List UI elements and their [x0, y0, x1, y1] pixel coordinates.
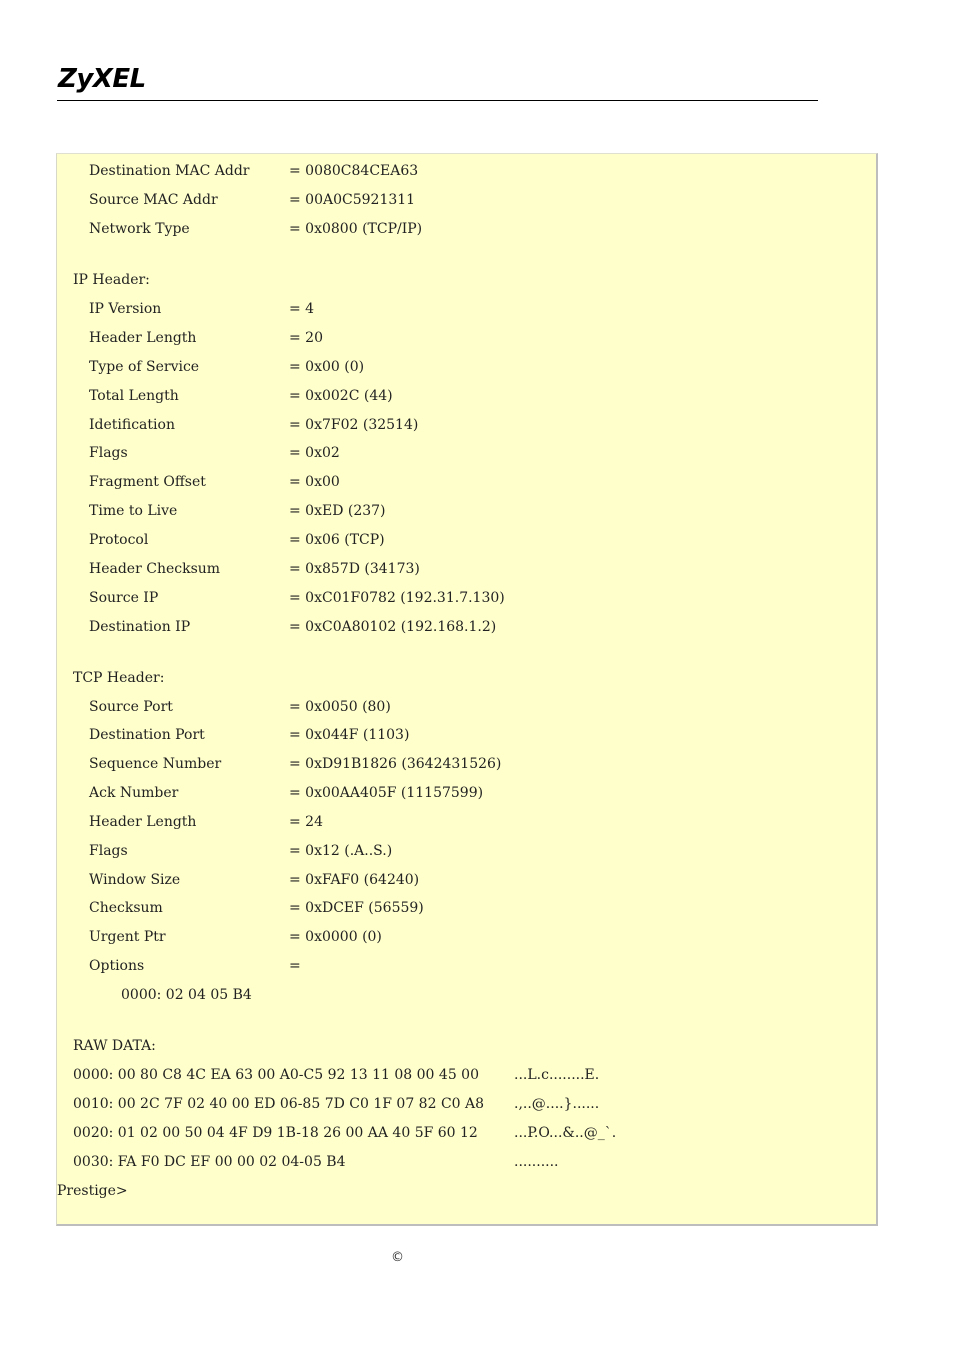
raw-hex: 0030: FA F0 DC EF 00 00 02 04-05 B4: [73, 1154, 346, 1170]
field-label: Header Length: [89, 814, 197, 830]
field-value: = 0xC01F0782 (192.31.7.130): [289, 590, 505, 606]
field-label: Sequence Number: [89, 756, 222, 772]
field-label: Checksum: [89, 900, 163, 916]
zyxel-logo: ZyXEL: [58, 64, 146, 94]
field-value: = 0x02: [289, 445, 340, 461]
section-title-raw-data: RAW DATA:: [73, 1038, 156, 1054]
field-label: Flags: [89, 843, 128, 859]
field-label: Time to Live: [89, 503, 178, 519]
copyright-symbol: ©: [391, 1250, 404, 1265]
field-label: IP Version: [89, 301, 162, 317]
raw-ascii: ...P.O...&..@_`.: [514, 1125, 617, 1141]
field-label: Options: [89, 958, 145, 974]
field-label: Source Port: [89, 699, 173, 715]
field-label: Protocol: [89, 532, 149, 548]
field-label: Source IP: [89, 590, 159, 606]
field-value: = 0x044F (1103): [289, 727, 410, 743]
field-label: Header Length: [89, 330, 197, 346]
raw-ascii: ...L.c........E.: [514, 1067, 600, 1083]
field-value: = 0x06 (TCP): [289, 532, 385, 548]
field-label: Window Size: [89, 872, 181, 888]
raw-ascii: ..........: [514, 1154, 559, 1170]
field-value: = 0xC0A80102 (192.168.1.2): [289, 619, 497, 635]
field-label: Destination MAC Addr: [89, 163, 250, 179]
field-value: = 0080C84CEA63: [289, 163, 419, 179]
field-label: Idetification: [89, 417, 175, 433]
field-value: = 0x0800 (TCP/IP): [289, 221, 423, 237]
field-label: Source MAC Addr: [89, 192, 218, 208]
field-value: = 0xDCEF (56559): [289, 900, 424, 916]
field-label: Network Type: [89, 221, 190, 237]
raw-hex: 0020: 01 02 00 50 04 4F D9 1B-18 26 00 AA 40 5F 60 12: [73, 1125, 478, 1141]
field-label: Destination Port: [89, 727, 205, 743]
field-value: = 0x12 (.A..S.): [289, 843, 393, 859]
field-value: = 0x00 (0): [289, 359, 365, 375]
field-value: = 00A0C5921311: [289, 192, 416, 208]
field-value: = 0xD91B1826 (3642431526): [289, 756, 502, 772]
field-value: = 20: [289, 330, 323, 346]
field-label: Total Length: [89, 388, 179, 404]
options-bytes: 0000: 02 04 05 B4: [121, 987, 252, 1003]
terminal-output-panel: [56, 153, 878, 1226]
field-value: = 0x00: [289, 474, 340, 490]
field-value: = 0x0050 (80): [289, 699, 391, 715]
field-value: = 0x7F02 (32514): [289, 417, 419, 433]
raw-hex: 0010: 00 2C 7F 02 40 00 ED 06-85 7D C0 1F 07 82 C0 A8: [73, 1096, 485, 1112]
header-divider: [57, 100, 818, 101]
field-value: = 24: [289, 814, 323, 830]
field-label: Urgent Ptr: [89, 929, 166, 945]
field-value: =: [289, 958, 301, 974]
field-label: Type of Service: [89, 359, 200, 375]
field-label: Ack Number: [89, 785, 179, 801]
field-label: Header Checksum: [89, 561, 221, 577]
raw-ascii: .,..@....}......: [514, 1096, 600, 1112]
field-label: Fragment Offset: [89, 474, 206, 490]
section-title-tcp-header: TCP Header:: [73, 670, 165, 686]
section-title-ip-header: IP Header:: [73, 272, 150, 288]
field-value: = 4: [289, 301, 315, 317]
raw-hex: 0000: 00 80 C8 4C EA 63 00 A0-C5 92 13 11 08 00 45 00: [73, 1067, 479, 1083]
field-value: = 0xFAF0 (64240): [289, 872, 420, 888]
field-value: = 0x00AA405F (11157599): [289, 785, 484, 801]
field-value: = 0x857D (34173): [289, 561, 420, 577]
field-value: = 0x002C (44): [289, 388, 393, 404]
field-label: Destination IP: [89, 619, 191, 635]
field-value: = 0x0000 (0): [289, 929, 382, 945]
field-value: = 0xED (237): [289, 503, 386, 519]
command-prompt: Prestige>: [57, 1183, 128, 1199]
field-label: Flags: [89, 445, 128, 461]
